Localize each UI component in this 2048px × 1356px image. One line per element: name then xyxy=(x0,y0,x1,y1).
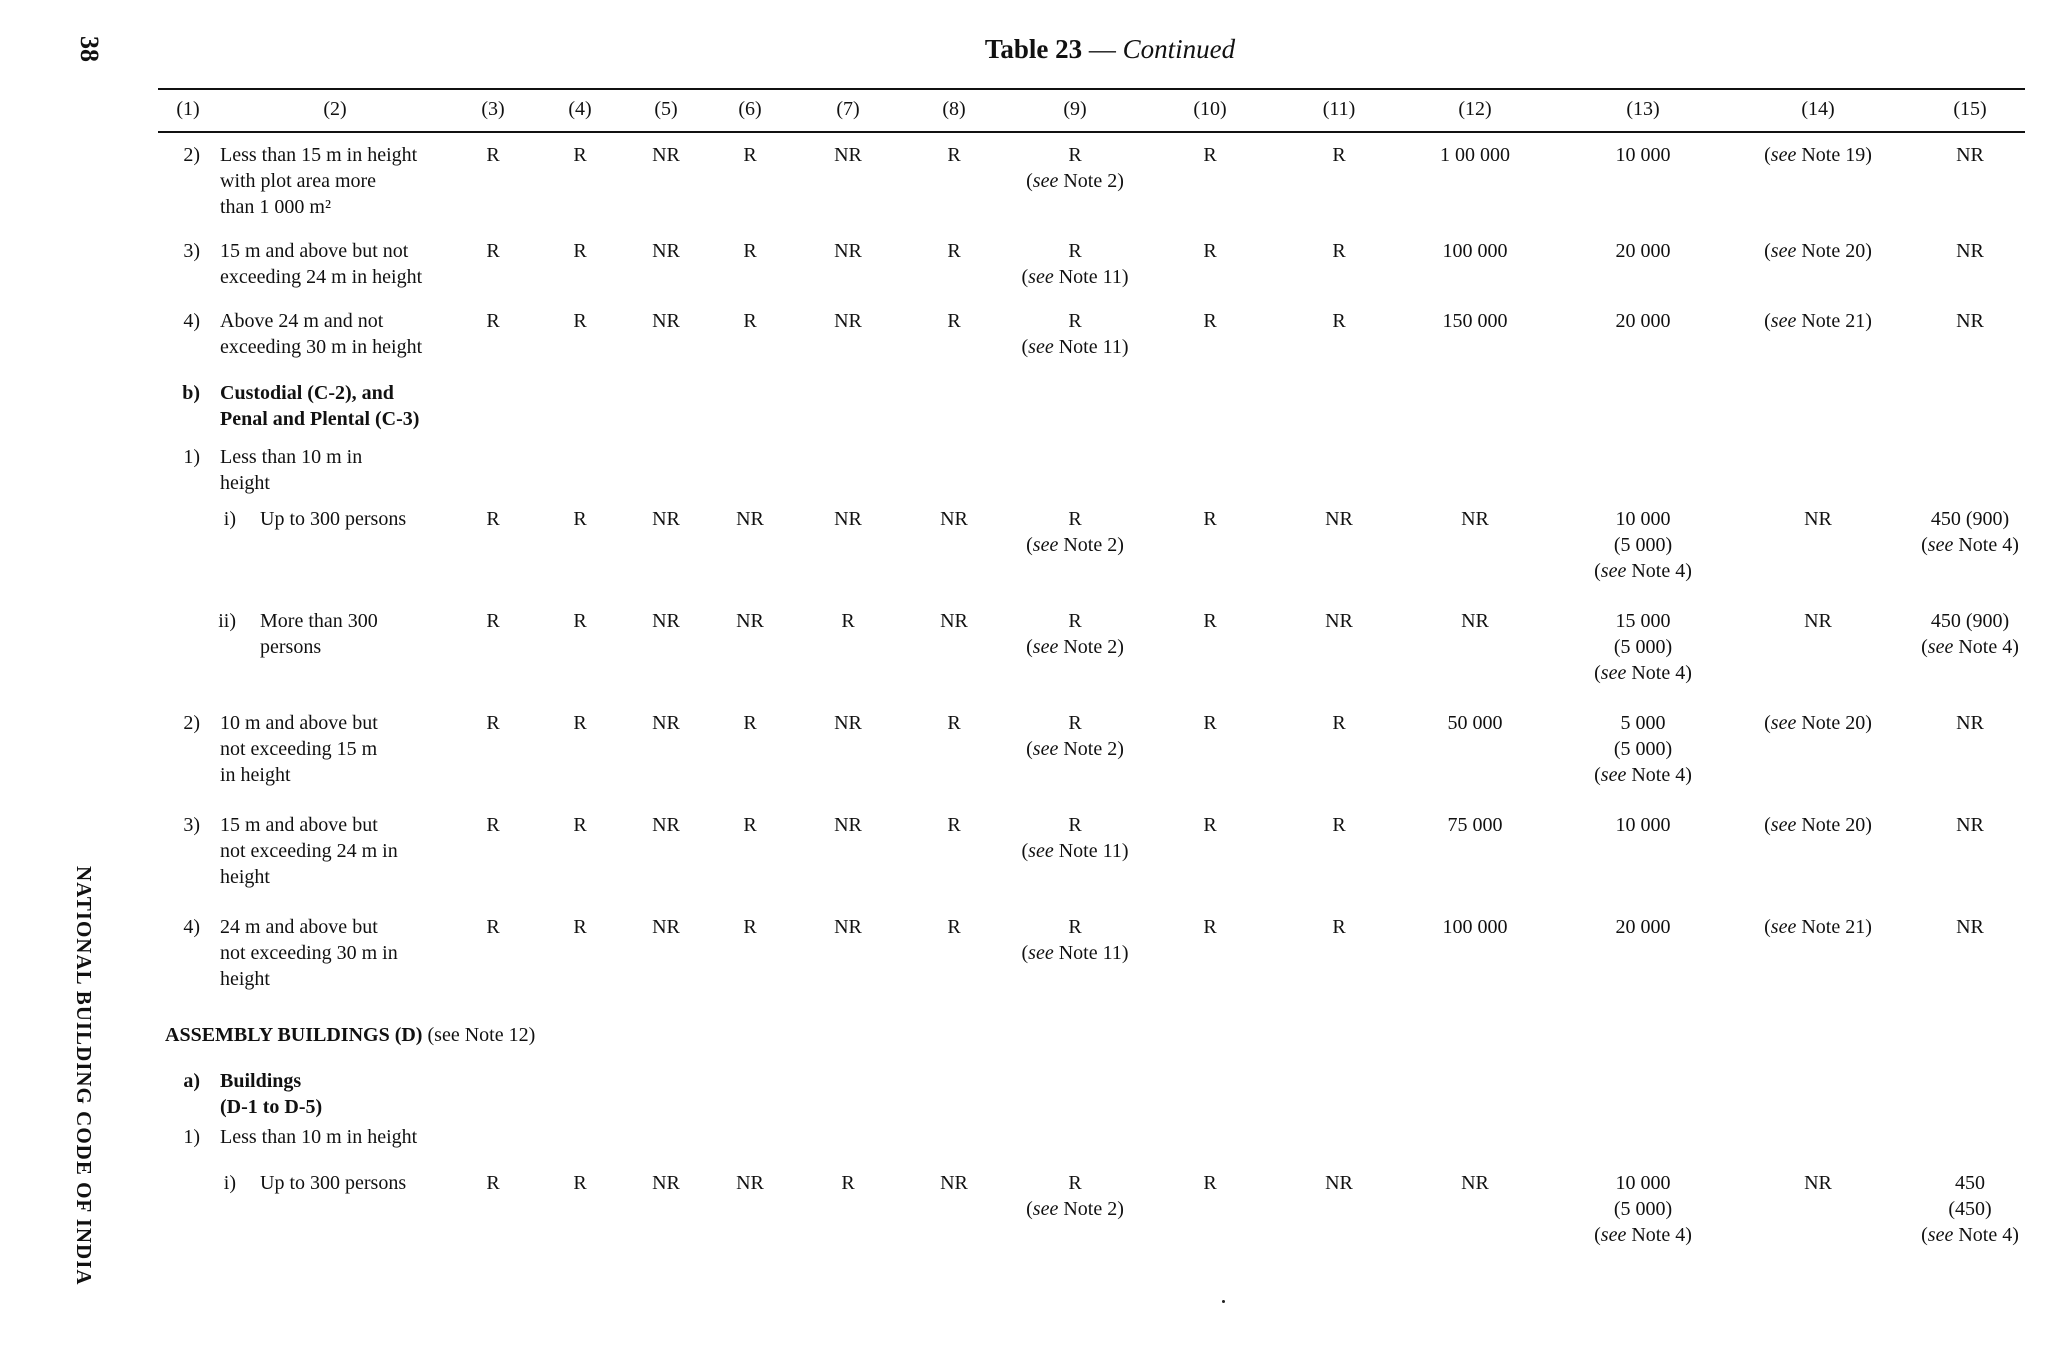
table-cell-col-12: 75 000 xyxy=(1447,814,1503,836)
column-header-12: (12) xyxy=(1458,98,1492,120)
table-cell-col-6: R xyxy=(743,814,757,836)
row-label: Buildings (D-1 to D-5) xyxy=(220,1070,323,1118)
table-cell-col-10: R xyxy=(1203,310,1217,332)
table-cell-col-9: R (see Note 11) xyxy=(1021,240,1129,288)
row-label: Less than 15 m in height with plot area more than 1 000 m² xyxy=(220,144,418,218)
table-cell-col-15: NR xyxy=(1956,310,1984,332)
table-cell-col-12: 50 000 xyxy=(1447,712,1503,734)
table-cell-col-9: R (see Note 11) xyxy=(1021,310,1129,358)
table-cell-col-14: (see Note 21) xyxy=(1764,310,1872,332)
table-cell-col-8: R xyxy=(947,144,961,166)
table-cell-col-8: R xyxy=(947,712,961,734)
table-cell-col-5: NR xyxy=(652,240,680,262)
table-cell-col-9: R (see Note 2) xyxy=(1026,144,1124,192)
table-cell-col-15: NR xyxy=(1956,814,1984,836)
row-number: 3) xyxy=(183,814,200,836)
row-number: 4) xyxy=(183,310,200,332)
row-label: Above 24 m and not exceeding 30 m in height xyxy=(220,310,423,358)
table-cell-col-14: NR xyxy=(1804,1172,1832,1194)
row-number: ii) xyxy=(218,610,236,632)
table-cell-col-9: R (see Note 2) xyxy=(1026,508,1124,556)
row-label: Up to 300 persons xyxy=(260,1172,407,1194)
table-cell-col-13: 10 000 xyxy=(1615,144,1671,166)
table-cell-col-10: R xyxy=(1203,508,1217,530)
table-cell-col-11: R xyxy=(1332,310,1346,332)
table-title-dash: — xyxy=(1082,34,1123,64)
row-number: b) xyxy=(182,382,200,404)
column-header-15: (15) xyxy=(1953,98,1987,120)
table-cell-col-12: 150 000 xyxy=(1442,310,1508,332)
table-cell-col-8: NR xyxy=(940,610,968,632)
table-cell-col-14: (see Note 19) xyxy=(1764,144,1872,166)
table-cell-col-10: R xyxy=(1203,144,1217,166)
table-cell-col-9: R (see Note 2) xyxy=(1026,1172,1124,1220)
table-cell-col-13: 5 000 (5 000) (see Note 4) xyxy=(1594,712,1692,786)
table-cell-col-7: R xyxy=(841,610,855,632)
table-cell-col-11: NR xyxy=(1325,1172,1353,1194)
table-cell-col-13: 10 000 xyxy=(1615,814,1671,836)
table-cell-col-7: NR xyxy=(834,144,862,166)
table-cell-col-10: R xyxy=(1203,814,1217,836)
row-label: Less than 10 m in height xyxy=(220,446,363,494)
table-cell-col-8: NR xyxy=(940,508,968,530)
row-number: a) xyxy=(183,1070,200,1092)
table-cell-col-7: NR xyxy=(834,240,862,262)
column-header-2: (2) xyxy=(323,98,347,120)
table-cell-col-7: NR xyxy=(834,916,862,938)
running-title: NATIONAL BUILDING CODE OF INDIA xyxy=(72,866,96,1286)
table-cell-col-13: 15 000 (5 000) (see Note 4) xyxy=(1594,610,1692,684)
row-label: 24 m and above but not exceeding 30 m in height xyxy=(220,916,398,990)
row-number: 4) xyxy=(183,916,200,938)
table-cell-col-8: R xyxy=(947,240,961,262)
row-label: Custodial (C-2), and Penal and Plental (C-3) xyxy=(220,382,420,430)
table-cell-col-6: NR xyxy=(736,1172,764,1194)
table-cell-col-10: R xyxy=(1203,916,1217,938)
table-cell-col-8: R xyxy=(947,814,961,836)
section-heading-title: ASSEMBLY BUILDINGS (D) xyxy=(165,1024,423,1046)
table-cell-col-11: R xyxy=(1332,144,1346,166)
table-cell-col-4: R xyxy=(573,508,587,530)
table-cell-col-4: R xyxy=(573,144,587,166)
table-cell-col-6: R xyxy=(743,240,757,262)
table-cell-col-5: NR xyxy=(652,144,680,166)
table-cell-col-5: NR xyxy=(652,814,680,836)
table-cell-col-7: R xyxy=(841,1172,855,1194)
table-cell-col-12: NR xyxy=(1461,508,1489,530)
column-header-6: (6) xyxy=(738,98,762,120)
table-cell-col-4: R xyxy=(573,1172,587,1194)
row-number: 1) xyxy=(183,446,200,468)
table-cell-col-12: 100 000 xyxy=(1442,240,1508,262)
table-cell-col-8: NR xyxy=(940,1172,968,1194)
table-cell-col-4: R xyxy=(573,310,587,332)
table-cell-col-5: NR xyxy=(652,508,680,530)
table-cell-col-5: NR xyxy=(652,712,680,734)
table-cell-col-14: (see Note 20) xyxy=(1764,240,1872,262)
table-cell-col-10: R xyxy=(1203,712,1217,734)
table-cell-col-6: R xyxy=(743,712,757,734)
table-cell-col-5: NR xyxy=(652,1172,680,1194)
table-cell-col-10: R xyxy=(1203,610,1217,632)
table-cell-col-15: NR xyxy=(1956,144,1984,166)
table-cell-col-9: R (see Note 11) xyxy=(1021,814,1129,862)
row-label: 10 m and above but not exceeding 15 m in height xyxy=(220,712,378,786)
header-bottom-rule xyxy=(158,131,2025,133)
column-header-9: (9) xyxy=(1063,98,1087,120)
row-label: More than 300 persons xyxy=(260,610,378,658)
table-cell-col-7: NR xyxy=(834,310,862,332)
table-cell-col-6: R xyxy=(743,144,757,166)
table-cell-col-15: 450 (900) (see Note 4) xyxy=(1921,508,2019,556)
table-cell-col-14: NR xyxy=(1804,508,1832,530)
row-number: i) xyxy=(223,508,236,530)
row-label: 15 m and above but not exceeding 24 m in height xyxy=(220,814,398,888)
page-number: 38 xyxy=(75,36,104,62)
table-cell-col-9: R (see Note 2) xyxy=(1026,712,1124,760)
row-number: 1) xyxy=(183,1126,200,1148)
column-header-1: (1) xyxy=(176,98,200,120)
table-cell-col-12: 1 00 000 xyxy=(1440,144,1510,166)
row-label: 15 m and above but not exceeding 24 m in height xyxy=(220,240,423,288)
table-cell-col-5: NR xyxy=(652,310,680,332)
table-cell-col-12: NR xyxy=(1461,610,1489,632)
table-cell-col-15: NR xyxy=(1956,916,1984,938)
table-cell-col-6: R xyxy=(743,310,757,332)
table-cell-col-8: R xyxy=(947,916,961,938)
table-cell-col-3: R xyxy=(486,610,500,632)
header-top-rule xyxy=(158,88,2025,90)
table-cell-col-12: NR xyxy=(1461,1172,1489,1194)
table-cell-col-4: R xyxy=(573,916,587,938)
table-cell-col-15: NR xyxy=(1956,240,1984,262)
table-cell-col-15: 450 (450) (see Note 4) xyxy=(1921,1172,2019,1246)
table-cell-col-13: 20 000 xyxy=(1615,310,1671,332)
table-cell-col-13: 20 000 xyxy=(1615,240,1671,262)
table-cell-col-11: R xyxy=(1332,712,1346,734)
table-cell-col-3: R xyxy=(486,1172,500,1194)
column-header-7: (7) xyxy=(836,98,860,120)
table-cell-col-14: (see Note 21) xyxy=(1764,916,1872,938)
column-header-5: (5) xyxy=(654,98,678,120)
table-cell-col-7: NR xyxy=(834,508,862,530)
table-cell-col-14: NR xyxy=(1804,610,1832,632)
column-header-10: (10) xyxy=(1193,98,1227,120)
column-header-13: (13) xyxy=(1626,98,1660,120)
table-cell-col-5: NR xyxy=(652,610,680,632)
table-cell-col-13: 20 000 xyxy=(1615,916,1671,938)
table-cell-col-4: R xyxy=(573,814,587,836)
table-cell-col-11: NR xyxy=(1325,610,1353,632)
table-cell-col-9: R (see Note 11) xyxy=(1021,916,1129,964)
table-cell-col-3: R xyxy=(486,814,500,836)
column-header-11: (11) xyxy=(1322,98,1356,120)
table-cell-col-13: 10 000 (5 000) (see Note 4) xyxy=(1594,1172,1692,1246)
section-heading xyxy=(165,1022,535,1048)
stray-mark xyxy=(1222,1300,1225,1303)
table-cell-col-15: 450 (900) (see Note 4) xyxy=(1921,610,2019,658)
row-number: 3) xyxy=(183,240,200,262)
table-cell-col-14: (see Note 20) xyxy=(1764,712,1872,734)
column-header-14: (14) xyxy=(1801,98,1835,120)
table-cell-col-3: R xyxy=(486,310,500,332)
table-cell-col-3: R xyxy=(486,712,500,734)
row-label: Less than 10 m in height xyxy=(220,1126,418,1148)
table-cell-col-11: NR xyxy=(1325,508,1353,530)
column-header-4: (4) xyxy=(568,98,592,120)
table-cell-col-4: R xyxy=(573,610,587,632)
table-cell-col-10: R xyxy=(1203,240,1217,262)
table-title-main: Table 23 xyxy=(984,34,1083,64)
table-cell-col-9: R (see Note 2) xyxy=(1026,610,1124,658)
column-header-3: (3) xyxy=(481,98,505,120)
table-cell-col-8: R xyxy=(947,310,961,332)
table-cell-col-3: R xyxy=(486,240,500,262)
table-cell-col-7: NR xyxy=(834,814,862,836)
table-title-continued: Continued xyxy=(1122,34,1236,64)
table-cell-col-4: R xyxy=(573,240,587,262)
table-cell-col-13: 10 000 (5 000) (see Note 4) xyxy=(1594,508,1692,582)
section-heading-note: (see Note 12) xyxy=(422,1024,536,1046)
table-cell-col-15: NR xyxy=(1956,712,1984,734)
table-cell-col-7: NR xyxy=(834,712,862,734)
row-number: i) xyxy=(223,1172,236,1194)
table-cell-col-3: R xyxy=(486,508,500,530)
table-cell-col-11: R xyxy=(1332,814,1346,836)
table-cell-col-12: 100 000 xyxy=(1442,916,1508,938)
table-cell-col-10: R xyxy=(1203,1172,1217,1194)
row-number: 2) xyxy=(183,712,200,734)
table-cell-col-6: NR xyxy=(736,610,764,632)
table-cell-col-11: R xyxy=(1332,240,1346,262)
table-cell-col-6: NR xyxy=(736,508,764,530)
table-cell-col-6: R xyxy=(743,916,757,938)
column-header-8: (8) xyxy=(942,98,966,120)
table-cell-col-11: R xyxy=(1332,916,1346,938)
table-cell-col-4: R xyxy=(573,712,587,734)
table-cell-col-5: NR xyxy=(652,916,680,938)
table-cell-col-3: R xyxy=(486,144,500,166)
row-number: 2) xyxy=(183,144,200,166)
row-label: Up to 300 persons xyxy=(260,508,407,530)
table-cell-col-3: R xyxy=(486,916,500,938)
table-cell-col-14: (see Note 20) xyxy=(1764,814,1872,836)
table-title xyxy=(880,34,1340,65)
